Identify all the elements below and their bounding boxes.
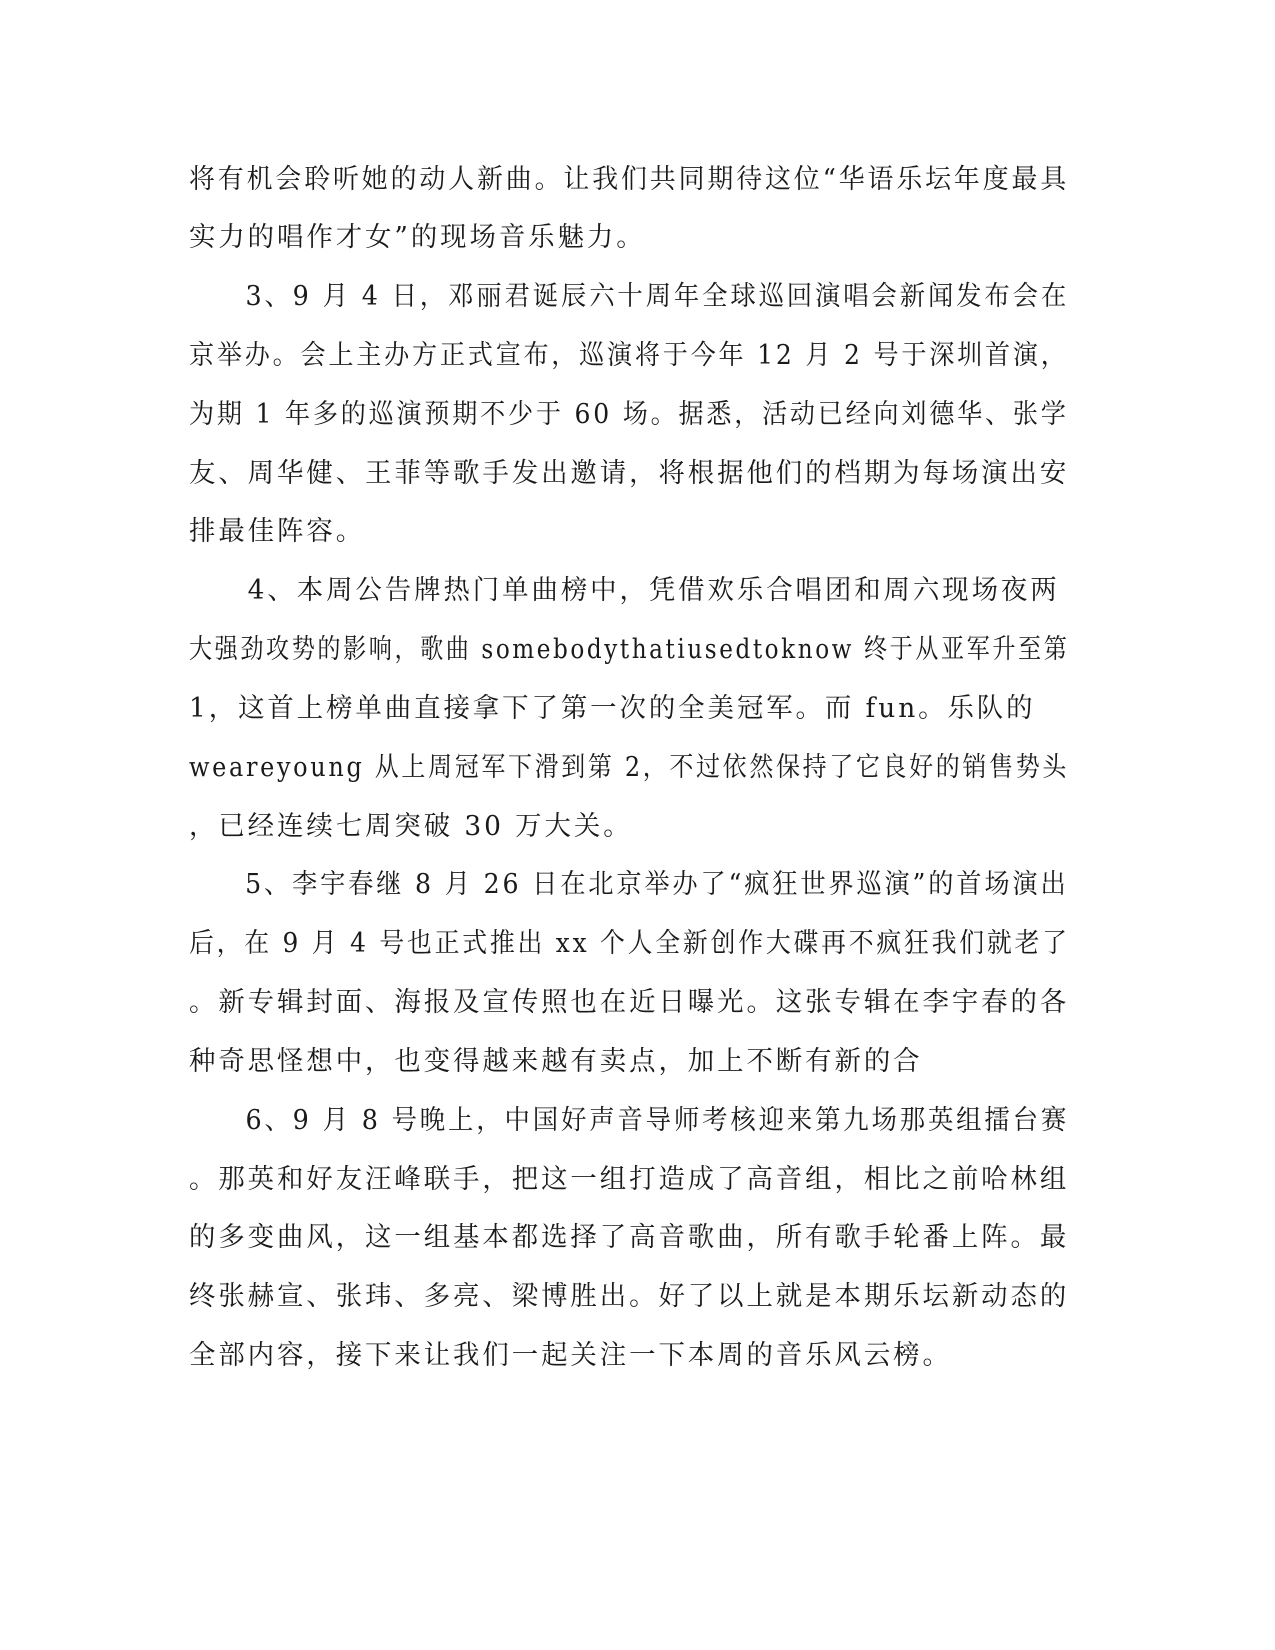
text-line: 4、本周公告牌热门单曲榜中，凭借欢乐合唱团和周六现场夜两 <box>189 575 1060 606</box>
text-line: 的多变曲风，这一组基本都选择了高音歌曲，所有歌手轮番上阵。最 <box>189 1222 1070 1253</box>
text-line: 种奇思怪想中，也变得越来越有卖点，加上不断有新的合 <box>189 1046 923 1077</box>
text-line: 3、9 月 4 日，邓丽君诞辰六十周年全球巡回演唱会新闻发布会在 <box>189 281 1070 312</box>
text-line: 为期 1 年多的巡演预期不少于 60 场。据悉，活动已经向刘德华、张学 <box>189 399 1069 430</box>
text-line: 5、李宇春继 8 月 26 日在北京举办了“疯狂世界巡演”的首场演出 <box>189 869 1069 900</box>
text-line: 排最佳阵容。 <box>189 516 366 547</box>
text-line: 将有机会聆听她的动人新曲。让我们共同期待这位“华语乐坛年度最具 <box>189 164 1070 195</box>
text-line: 大强劲攻势的影响，歌曲 somebodythatiusedtoknow 终于从亚军升至第 <box>189 634 1070 665</box>
text-line: ，已经连续七周突破 30 万大关。 <box>189 811 633 842</box>
text-line: 终张赫宣、张玮、多亮、梁博胜出。好了以上就是本期乐坛新动态的 <box>189 1281 1070 1312</box>
text-line: 友、周华健、王菲等歌手发出邀请，将根据他们的档期为每场演出安 <box>189 458 1070 489</box>
text-line: 京举办。会上主办方正式宣布，巡演将于今年 12 月 2 号于深圳首演， <box>189 340 1069 371</box>
text-line: 全部内容，接下来让我们一起关注一下本周的音乐风云榜。 <box>189 1340 952 1371</box>
text-line: 1，这首上榜单曲直接拿下了第一次的全美冠军。而 fun。乐队的 <box>189 693 1036 724</box>
text-line: 后，在 9 月 4 号也正式推出 xx 个人全新创作大碟再不疯狂我们就老了 <box>189 928 1070 959</box>
text-line: 实力的唱作才女”的现场音乐魅力。 <box>189 222 646 253</box>
text-line: weareyoung 从上周冠军下滑到第 2，不过依然保持了它良好的销售势头 <box>189 752 1070 783</box>
text-line: 6、9 月 8 号晚上，中国好声音导师考核迎来第九场那英组擂台赛 <box>189 1105 1070 1136</box>
text-line: 。那英和好友汪峰联手，把这一组打造成了高音组，相比之前哈林组 <box>189 1164 1070 1195</box>
text-line: 。新专辑封面、海报及宣传照也在近日曝光。这张专辑在李宇春的各 <box>189 987 1070 1018</box>
